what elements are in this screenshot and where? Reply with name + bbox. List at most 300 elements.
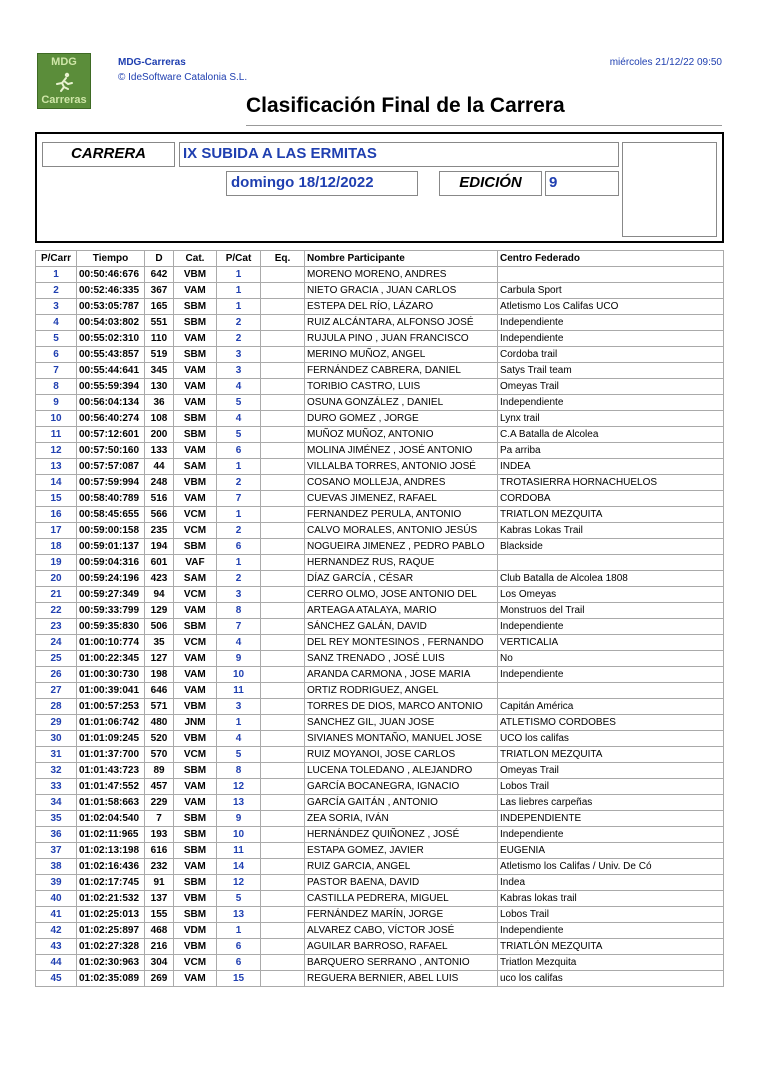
category-position-cell: 2 [217, 523, 261, 539]
participant-name-cell: SANCHEZ GIL, JUAN JOSE [305, 715, 498, 731]
participant-name-cell: RUJULA PINO , JUAN FRANCISCO [305, 331, 498, 347]
table-row [36, 699, 724, 715]
table-row [36, 571, 724, 587]
position-cell: 15 [36, 491, 77, 507]
time-cell: 00:59:04:316 [77, 555, 145, 571]
position-cell: 16 [36, 507, 77, 523]
club-cell: Las liebres carpeñas [498, 795, 724, 811]
bib-cell: 269 [145, 971, 174, 987]
position-cell: 9 [36, 395, 77, 411]
club-cell: INDEPENDIENTE [498, 811, 724, 827]
time-cell: 00:57:59:994 [77, 475, 145, 491]
team-cell [261, 363, 305, 379]
category-position-cell: 4 [217, 731, 261, 747]
time-cell: 00:55:44:641 [77, 363, 145, 379]
time-cell: 01:02:11:965 [77, 827, 145, 843]
participant-name-cell: AGUILAR BARROSO, RAFAEL [305, 939, 498, 955]
category-cell: VBM [174, 891, 217, 907]
club-cell: Blackside [498, 539, 724, 555]
position-cell: 37 [36, 843, 77, 859]
table-row [36, 459, 724, 475]
team-cell [261, 379, 305, 395]
position-cell: 10 [36, 411, 77, 427]
bib-cell: 616 [145, 843, 174, 859]
category-cell: SAM [174, 571, 217, 587]
category-position-cell: 13 [217, 907, 261, 923]
table-row [36, 715, 724, 731]
table-row [36, 923, 724, 939]
club-cell: TRIATLON MEZQUITA [498, 507, 724, 523]
participant-name-cell: ARANDA CARMONA , JOSE MARIA [305, 667, 498, 683]
time-cell: 01:02:25:013 [77, 907, 145, 923]
participant-name-cell: CALVO MORALES, ANTONIO JESÚS [305, 523, 498, 539]
position-cell: 41 [36, 907, 77, 923]
position-cell: 5 [36, 331, 77, 347]
bib-cell: 44 [145, 459, 174, 475]
team-cell [261, 635, 305, 651]
time-cell: 01:02:13:198 [77, 843, 145, 859]
participant-name-cell: CERRO OLMO, JOSE ANTONIO DEL [305, 587, 498, 603]
position-cell: 14 [36, 475, 77, 491]
logo-text-bottom: Carreras [41, 94, 87, 106]
category-position-cell: 3 [217, 699, 261, 715]
bib-cell: 520 [145, 731, 174, 747]
team-cell [261, 459, 305, 475]
category-position-cell: 7 [217, 491, 261, 507]
table-row [36, 651, 724, 667]
category-position-cell: 4 [217, 411, 261, 427]
club-cell: Club Batalla de Alcolea 1808 [498, 571, 724, 587]
participant-name-cell: MOLINA JIMÉNEZ , JOSÉ ANTONIO [305, 443, 498, 459]
time-cell: 00:59:01:137 [77, 539, 145, 555]
category-cell: VCM [174, 507, 217, 523]
category-position-cell: 15 [217, 971, 261, 987]
category-cell: SBM [174, 763, 217, 779]
club-cell [498, 683, 724, 699]
col-header-pcat: P/Cat [217, 251, 261, 267]
club-cell: VERTICALIA [498, 635, 724, 651]
participant-name-cell: REGUERA BERNIER, ABEL LUIS [305, 971, 498, 987]
table-row [36, 491, 724, 507]
time-cell: 01:00:22:345 [77, 651, 145, 667]
club-cell: INDEA [498, 459, 724, 475]
category-cell: SBM [174, 875, 217, 891]
category-position-cell: 10 [217, 667, 261, 683]
category-cell: SBM [174, 411, 217, 427]
team-cell [261, 603, 305, 619]
category-cell: VBM [174, 939, 217, 955]
table-row [36, 507, 724, 523]
club-cell: TRIATLON MEZQUITA [498, 747, 724, 763]
club-cell: Independiente [498, 331, 724, 347]
participant-name-cell: ESTEPA DEL RÍO, LÁZARO [305, 299, 498, 315]
time-cell: 01:02:25:897 [77, 923, 145, 939]
category-position-cell: 9 [217, 651, 261, 667]
club-cell: Indea [498, 875, 724, 891]
position-cell: 6 [36, 347, 77, 363]
team-cell [261, 331, 305, 347]
team-cell [261, 859, 305, 875]
bib-cell: 89 [145, 763, 174, 779]
team-cell [261, 731, 305, 747]
category-cell: VCM [174, 635, 217, 651]
category-position-cell: 4 [217, 635, 261, 651]
bib-cell: 198 [145, 667, 174, 683]
bib-cell: 516 [145, 491, 174, 507]
club-cell: Independiente [498, 395, 724, 411]
bib-cell: 457 [145, 779, 174, 795]
bib-cell: 94 [145, 587, 174, 603]
brand-name: MDG-Carreras [118, 57, 186, 68]
title-divider [246, 125, 722, 126]
participant-name-cell: SÁNCHEZ GALÁN, DAVID [305, 619, 498, 635]
participant-name-cell: PASTOR BAENA, DAVID [305, 875, 498, 891]
team-cell [261, 267, 305, 283]
time-cell: 01:02:35:089 [77, 971, 145, 987]
bib-cell: 165 [145, 299, 174, 315]
table-row [36, 747, 724, 763]
participant-name-cell: DÍAZ GARCÍA , CÉSAR [305, 571, 498, 587]
position-cell: 35 [36, 811, 77, 827]
category-cell: VAM [174, 795, 217, 811]
bib-cell: 480 [145, 715, 174, 731]
bib-cell: 570 [145, 747, 174, 763]
participant-name-cell: FERNANDEZ PERULA, ANTONIO [305, 507, 498, 523]
category-cell: VCM [174, 955, 217, 971]
position-cell: 13 [36, 459, 77, 475]
category-cell: SBM [174, 619, 217, 635]
position-cell: 11 [36, 427, 77, 443]
time-cell: 00:57:50:160 [77, 443, 145, 459]
category-cell: JNM [174, 715, 217, 731]
table-row [36, 811, 724, 827]
category-position-cell: 1 [217, 507, 261, 523]
participant-name-cell: MERINO MUÑOZ, ANGEL [305, 347, 498, 363]
category-cell: VCM [174, 587, 217, 603]
logo-text-top: MDG [51, 56, 77, 68]
time-cell: 01:02:27:328 [77, 939, 145, 955]
participant-name-cell: FERNÁNDEZ CABRERA, DANIEL [305, 363, 498, 379]
club-cell: Triatlon Mezquita [498, 955, 724, 971]
table-row [36, 939, 724, 955]
category-position-cell: 5 [217, 747, 261, 763]
category-cell: SBM [174, 347, 217, 363]
time-cell: 01:01:43:723 [77, 763, 145, 779]
col-header-time: Tiempo [77, 251, 145, 267]
table-row [36, 395, 724, 411]
category-cell: VAM [174, 651, 217, 667]
bib-cell: 193 [145, 827, 174, 843]
time-cell: 00:56:04:134 [77, 395, 145, 411]
category-cell: VAM [174, 971, 217, 987]
team-cell [261, 315, 305, 331]
table-row [36, 859, 724, 875]
team-cell [261, 523, 305, 539]
club-cell: No [498, 651, 724, 667]
table-row [36, 587, 724, 603]
category-cell: VBM [174, 731, 217, 747]
team-cell [261, 795, 305, 811]
table-row [36, 299, 724, 315]
col-header-team: Eq. [261, 251, 305, 267]
team-cell [261, 475, 305, 491]
club-cell: Los Omeyas [498, 587, 724, 603]
position-cell: 25 [36, 651, 77, 667]
category-cell: VBM [174, 699, 217, 715]
category-position-cell: 12 [217, 779, 261, 795]
table-row [36, 907, 724, 923]
bib-cell: 519 [145, 347, 174, 363]
participant-name-cell: SANZ TRENADO , JOSÉ LUIS [305, 651, 498, 667]
time-cell: 01:00:39:041 [77, 683, 145, 699]
race-name: IX SUBIDA A LAS ERMITAS [179, 142, 619, 167]
table-row [36, 443, 724, 459]
category-position-cell: 3 [217, 363, 261, 379]
club-cell: C.A Batalla de Alcolea [498, 427, 724, 443]
participant-name-cell: NOGUEIRA JIMENEZ , PEDRO PABLO [305, 539, 498, 555]
position-cell: 18 [36, 539, 77, 555]
time-cell: 00:59:27:349 [77, 587, 145, 603]
team-cell [261, 699, 305, 715]
team-cell [261, 715, 305, 731]
participant-name-cell: ARTEAGA ATALAYA, MARIO [305, 603, 498, 619]
category-position-cell: 9 [217, 811, 261, 827]
position-cell: 29 [36, 715, 77, 731]
bib-cell: 110 [145, 331, 174, 347]
table-row [36, 875, 724, 891]
participant-name-cell: RUIZ MOYANOI, JOSE CARLOS [305, 747, 498, 763]
category-position-cell: 2 [217, 475, 261, 491]
team-cell [261, 443, 305, 459]
team-cell [261, 427, 305, 443]
time-cell: 00:55:02:310 [77, 331, 145, 347]
team-cell [261, 651, 305, 667]
time-cell: 00:53:05:787 [77, 299, 145, 315]
position-cell: 34 [36, 795, 77, 811]
team-cell [261, 507, 305, 523]
category-position-cell: 1 [217, 923, 261, 939]
time-cell: 01:01:37:700 [77, 747, 145, 763]
bib-cell: 229 [145, 795, 174, 811]
time-cell: 00:57:57:087 [77, 459, 145, 475]
time-cell: 01:01:06:742 [77, 715, 145, 731]
category-position-cell: 14 [217, 859, 261, 875]
col-header-name: Nombre Participante [305, 251, 498, 267]
position-cell: 36 [36, 827, 77, 843]
bib-cell: 646 [145, 683, 174, 699]
time-cell: 00:55:43:857 [77, 347, 145, 363]
team-cell [261, 907, 305, 923]
bib-cell: 601 [145, 555, 174, 571]
bib-cell: 36 [145, 395, 174, 411]
club-cell: Atletismo los Califas / Univ. De Có [498, 859, 724, 875]
time-cell: 01:01:47:552 [77, 779, 145, 795]
category-cell: VAM [174, 667, 217, 683]
participant-name-cell: SIVIANES MONTAÑO, MANUEL JOSE [305, 731, 498, 747]
time-cell: 00:57:12:601 [77, 427, 145, 443]
table-row [36, 379, 724, 395]
team-cell [261, 491, 305, 507]
category-cell: SBM [174, 827, 217, 843]
club-cell: Independiente [498, 315, 724, 331]
position-cell: 21 [36, 587, 77, 603]
bib-cell: 130 [145, 379, 174, 395]
bib-cell: 35 [145, 635, 174, 651]
category-cell: SBM [174, 299, 217, 315]
participant-name-cell: ORTIZ RODRIGUEZ, ANGEL [305, 683, 498, 699]
table-row [36, 763, 724, 779]
time-cell: 01:02:30:963 [77, 955, 145, 971]
position-cell: 23 [36, 619, 77, 635]
time-cell: 01:01:09:245 [77, 731, 145, 747]
participant-name-cell: GARCÍA BOCANEGRA, IGNACIO [305, 779, 498, 795]
position-cell: 20 [36, 571, 77, 587]
team-cell [261, 667, 305, 683]
print-datetime: miércoles 21/12/22 09:50 [609, 57, 722, 68]
position-cell: 1 [36, 267, 77, 283]
club-cell: Capitán América [498, 699, 724, 715]
club-cell: Carbula Sport [498, 283, 724, 299]
club-cell: UCO los califas [498, 731, 724, 747]
category-cell: SBM [174, 811, 217, 827]
team-cell [261, 283, 305, 299]
category-position-cell: 7 [217, 619, 261, 635]
bib-cell: 108 [145, 411, 174, 427]
team-cell [261, 555, 305, 571]
time-cell: 01:00:30:730 [77, 667, 145, 683]
participant-name-cell: COSANO MOLLEJA, ANDRES [305, 475, 498, 491]
table-row [36, 427, 724, 443]
bib-cell: 566 [145, 507, 174, 523]
club-cell: Independiente [498, 619, 724, 635]
team-cell [261, 779, 305, 795]
time-cell: 00:59:00:158 [77, 523, 145, 539]
team-cell [261, 827, 305, 843]
bib-cell: 571 [145, 699, 174, 715]
participant-name-cell: FERNÁNDEZ MARÍN, JORGE [305, 907, 498, 923]
category-cell: VCM [174, 523, 217, 539]
club-cell: Lobos Trail [498, 779, 724, 795]
category-position-cell: 1 [217, 299, 261, 315]
position-cell: 22 [36, 603, 77, 619]
team-cell [261, 763, 305, 779]
category-position-cell: 10 [217, 827, 261, 843]
table-row [36, 523, 724, 539]
team-cell [261, 395, 305, 411]
team-cell [261, 619, 305, 635]
category-cell: VAM [174, 379, 217, 395]
position-cell: 42 [36, 923, 77, 939]
table-row [36, 971, 724, 987]
participant-name-cell: HERNÁNDEZ QUIÑONEZ , JOSÉ [305, 827, 498, 843]
time-cell: 00:58:40:789 [77, 491, 145, 507]
club-cell: EUGENIA [498, 843, 724, 859]
category-cell: SBM [174, 539, 217, 555]
category-position-cell: 8 [217, 603, 261, 619]
club-cell: Omeyas Trail [498, 763, 724, 779]
category-cell: VCM [174, 747, 217, 763]
club-cell: Kabras Lokas Trail [498, 523, 724, 539]
results-table [35, 250, 724, 987]
category-position-cell: 6 [217, 443, 261, 459]
category-position-cell: 11 [217, 843, 261, 859]
category-cell: VAM [174, 331, 217, 347]
category-position-cell: 3 [217, 587, 261, 603]
team-cell [261, 747, 305, 763]
bib-cell: 155 [145, 907, 174, 923]
time-cell: 00:59:33:799 [77, 603, 145, 619]
page-title: Clasificación Final de la Carrera [246, 94, 565, 117]
participant-name-cell: RUIZ ALCÁNTARA, ALFONSO JOSÉ [305, 315, 498, 331]
position-cell: 40 [36, 891, 77, 907]
participant-name-cell: MORENO MORENO, ANDRES [305, 267, 498, 283]
bib-cell: 194 [145, 539, 174, 555]
position-cell: 26 [36, 667, 77, 683]
club-cell: TRIATLÓN MEZQUITA [498, 939, 724, 955]
club-cell: Lynx trail [498, 411, 724, 427]
time-cell: 01:02:04:540 [77, 811, 145, 827]
team-cell [261, 539, 305, 555]
category-position-cell: 4 [217, 379, 261, 395]
category-position-cell: 6 [217, 939, 261, 955]
club-cell: Independiente [498, 667, 724, 683]
club-cell: Pa arriba [498, 443, 724, 459]
bib-cell: 367 [145, 283, 174, 299]
category-cell: VBM [174, 475, 217, 491]
time-cell: 00:59:35:830 [77, 619, 145, 635]
category-cell: VAM [174, 363, 217, 379]
participant-name-cell: TORRES DE DIOS, MARCO ANTONIO [305, 699, 498, 715]
category-position-cell: 1 [217, 267, 261, 283]
participant-name-cell: CASTILLA PEDRERA, MIGUEL [305, 891, 498, 907]
bib-cell: 506 [145, 619, 174, 635]
position-cell: 8 [36, 379, 77, 395]
category-position-cell: 5 [217, 891, 261, 907]
time-cell: 00:52:46:335 [77, 283, 145, 299]
col-header-club: Centro Federado [498, 251, 724, 267]
team-cell [261, 683, 305, 699]
time-cell: 00:50:46:676 [77, 267, 145, 283]
position-cell: 30 [36, 731, 77, 747]
club-cell: Kabras lokas trail [498, 891, 724, 907]
participant-name-cell: ZEA SORIA, IVÁN [305, 811, 498, 827]
club-cell: uco los califas [498, 971, 724, 987]
position-cell: 44 [36, 955, 77, 971]
table-row [36, 315, 724, 331]
participant-name-cell: DURO GOMEZ , JORGE [305, 411, 498, 427]
category-cell: SBM [174, 907, 217, 923]
category-position-cell: 2 [217, 315, 261, 331]
bib-cell: 248 [145, 475, 174, 491]
bib-cell: 345 [145, 363, 174, 379]
category-position-cell: 5 [217, 395, 261, 411]
club-cell: Lobos Trail [498, 907, 724, 923]
participant-name-cell: NIETO GRACIA , JUAN CARLOS [305, 283, 498, 299]
position-cell: 38 [36, 859, 77, 875]
bib-cell: 642 [145, 267, 174, 283]
table-row [36, 731, 724, 747]
participant-name-cell: MUÑOZ MUÑOZ, ANTONIO [305, 427, 498, 443]
participant-name-cell: CUEVAS JIMENEZ, RAFAEL [305, 491, 498, 507]
participant-name-cell: ALVAREZ CABO, VÍCTOR JOSÉ [305, 923, 498, 939]
position-cell: 4 [36, 315, 77, 331]
participant-name-cell: DEL REY MONTESINOS , FERNANDO [305, 635, 498, 651]
table-row [36, 331, 724, 347]
col-header-bib: D [145, 251, 174, 267]
participant-name-cell: HERNANDEZ RUS, RAQUE [305, 555, 498, 571]
category-cell: SBM [174, 315, 217, 331]
club-cell: Independiente [498, 827, 724, 843]
